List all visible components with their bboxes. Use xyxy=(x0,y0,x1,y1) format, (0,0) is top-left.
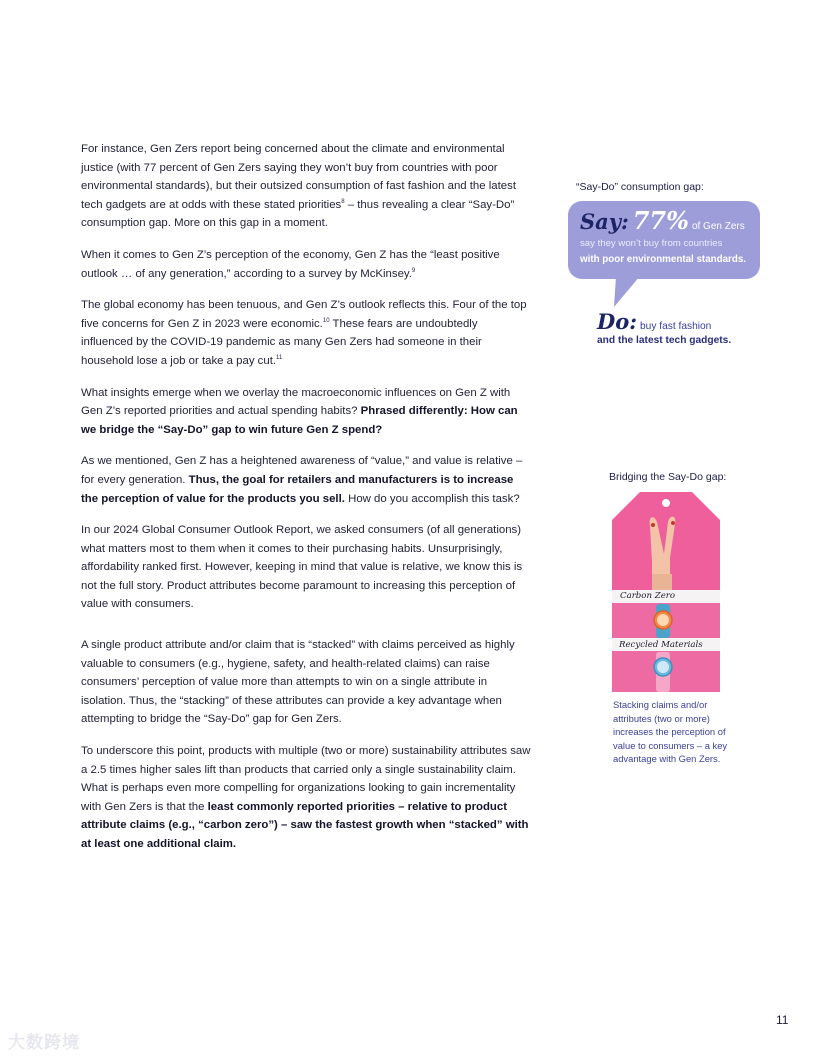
paragraph-stacking: A single product attribute and/or claim that is “stacked” with claims perceived as highly valuable to consumers (e.g., hygiene, safety, and health-related claims) can raise consumers’ perception of value more than attempts to win on a single attribute in isolation. Thus, the “stacking” of these attributes can provide a key advantage when attempting to bridge the “Say-Do” gap for Gen Zers. xyxy=(81,639,515,726)
stacking-caption: Stacking claims and/or attributes (two or more) increases the perception of value to consumers – a key advantage with Gen Zers. xyxy=(613,699,728,764)
say-of-gen-zers: of Gen Zers xyxy=(691,221,745,232)
do-headline xyxy=(597,309,711,334)
say-do-title: “Say-Do” consumption gap: xyxy=(576,181,704,193)
paragraph-consumer-outlook: In our 2024 Global Consumer Outlook Report, we asked consumers (of all generations) what matters most to them when it comes to their purchasing habits. Unsurprisingly, affordability ranked first. However, keeping in mind that value is relative, we know this is not the full story. Product attributes become paramount to increasing this perception of value with consumers. xyxy=(81,524,523,611)
say-description-line-1: say they won’t buy from countries xyxy=(580,238,723,249)
bridging-title: Bridging the Say-Do gap: xyxy=(609,471,727,483)
say-headline xyxy=(580,206,745,235)
main-text-column xyxy=(81,140,531,867)
speech-bubble-tail xyxy=(612,276,642,308)
watermark-logo: 大数跨境 xyxy=(8,1033,80,1052)
paragraph-value: As we mentioned, Gen Z has a heightened awareness of “value,” and value is relative – for every generation. Thus, the goal for retailers and manufacturers is to increase the perception of value for the products you sell. How do you accomplish this task? xyxy=(81,455,523,505)
paragraph-global-economy: The global economy has been tenuous, and Gen Z’s outlook reflects this. Four of the top five concerns for Gen Z in 2023 were economic.$^{10}$ These fears are undoubtedly influenced by the COVID-19 pandemic as many Gen Zers had someone in their household lose a job or take a pay cut.$^{11}$ xyxy=(81,299,527,367)
do-line-2: and the latest tech gadgets. xyxy=(597,335,732,346)
say-word: Say: xyxy=(580,209,629,234)
tag-label-carbon-zero: Carbon Zero xyxy=(620,591,676,601)
do-line-1: buy fast fashion xyxy=(639,321,712,332)
paragraph-insights: What insights emerge when we overlay the macroeconomic influences on Gen Z with Gen Z’s reported priorities and actual spending habits? Phrased differently: How can we bridge the “Say-Do” gap to win future Gen Z spend? xyxy=(81,386,518,436)
paragraph-sustainability-lift: To underscore this point, products with multiple (two or more) sustainability attributes saw a 2.5 times higher sales lift than products that carried only a single sustainability claim. What is perhaps even more compelling for organizations looking to gain incrementality with Gen Zers is that the least commonly reported priorities – relative to product attribute claims (e.g., “carbon zero”) – saw the fastest growth when “stacked” with at least one additional claim. xyxy=(81,745,531,850)
paragraph-economy-perception: When it comes to Gen Z’s perception of the economy, Gen Z has the “least positive outlook … of any generation,” according to a survey by McKinsey.$^9$ xyxy=(81,248,500,280)
page-number: 11 xyxy=(776,1013,789,1027)
paragraph-say-do-intro: For instance, Gen Zers report being concerned about the climate and environmental justice (with 77 percent of Gen Zers saying they won’t buy from countries with poor environmental standards), but their outsized consumption of fast fashion and the latest tech gadgets are at odds with these stated priorities$^8$ – thus revealing a clear “Say-Do” consumption gap. More on this gap in a moment. xyxy=(81,143,516,230)
tag-label-recycled-materials: Recycled Materials xyxy=(619,640,703,650)
say-percent: 77% xyxy=(632,206,689,235)
do-word: Do: xyxy=(597,309,637,334)
say-description-line-2: with poor environmental standards. xyxy=(580,254,747,265)
